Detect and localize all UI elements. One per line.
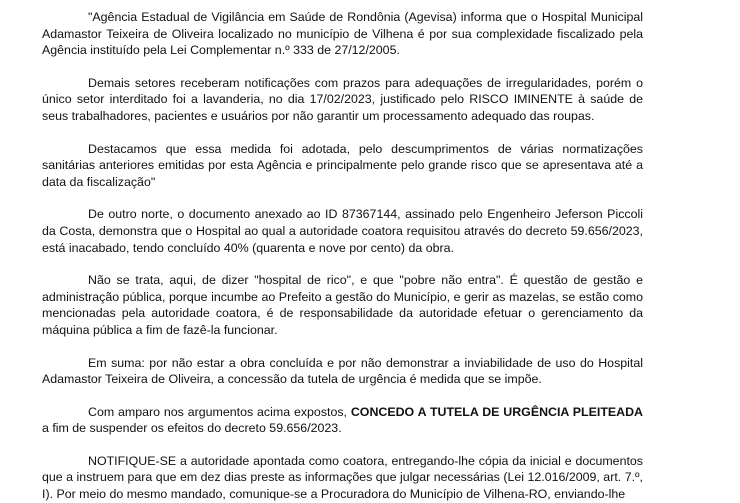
decision-intro: Com amparo nos argumentos acima expostos, [88, 404, 351, 419]
paragraph-notify: NOTIFIQUE-SE a autoridade apontada como coatora, entregando-lhe cópia da inicial e documentos que a instruem para que em dez dias preste as informações que julgar necessárias (Lei 12.016/2009, art. 7.º, I). Por meio do mesmo mandado, comunique-se a Procuradora do Município de Vilhena-RO, enviando-lhe [42, 453, 643, 502]
paragraph-public-management: Não se trata, aqui, de dizer "hospital de rico", e que "pobre não entra". É questão de gestão e administração pública, porque incumbe ao Prefeito a gestão do Município, e gerir as mazelas, se estão como mencionadas pela autoridade coatora, é de responsabilidade da autoridade efetuar o gerenciamento da máquina pública a fim de fazê-la funcionar. [42, 273, 643, 337]
paragraph-agevisa-quote: "Agência Estadual de Vigilância em Saúde de Rondônia (Agevisa) informa que o Hospital Municipal Adamastor Teixeira de Oliveira localizado no município de Vilhena é por sua complexidade fiscalizado pela Agência instituído pela Lei Complementar n.º 333 de 27/12/2005. [42, 10, 643, 58]
decision-effect: a fim de suspender os efeitos do decreto 59.656/2023. [42, 421, 342, 436]
paragraph-decision [42, 404, 643, 437]
paragraph-engineer-report: De outro norte, o documento anexado ao ID 87367144, assinado pelo Engenheiro Jeferson Piccoli da Costa, demonstra que o Hospital ao qual a autoridade coatora requisitou através do decreto 59.656/2023, está inacabado, tendo concluído 40% (quarenta e nove por cento) da obra. [42, 207, 643, 255]
paragraph-measure-adopted: Destacamos que essa medida foi adotada, pelo descumprimentos de várias normatizações sanitárias anteriores emitidas por esta Agência e principalmente pelo grande risco que se apresentava até a data da fiscalização" [42, 141, 643, 189]
paragraph-other-sectors: Demais setores receberam notificações com prazos para adequações de irregularidades, porém o único setor interditado foi a lavanderia, no dia 17/02/2023, justificado pelo RISCO IMINENTE à saúde de seus trabalhadores, pacientes e usuários por não garantir um processamento adequado das roupas. [42, 75, 643, 123]
document-body [42, 9, 643, 503]
paragraph-summary: Em suma: por não estar a obra concluída e por não demonstrar a inviabilidade de uso do Hospital Adamastor Teixeira de Oliveira, a concessão da tutela de urgência é medida que se impõe. [42, 355, 643, 387]
decision-ruling: CONCEDO A TUTELA DE URGÊNCIA PLEITEADA [350, 404, 643, 419]
